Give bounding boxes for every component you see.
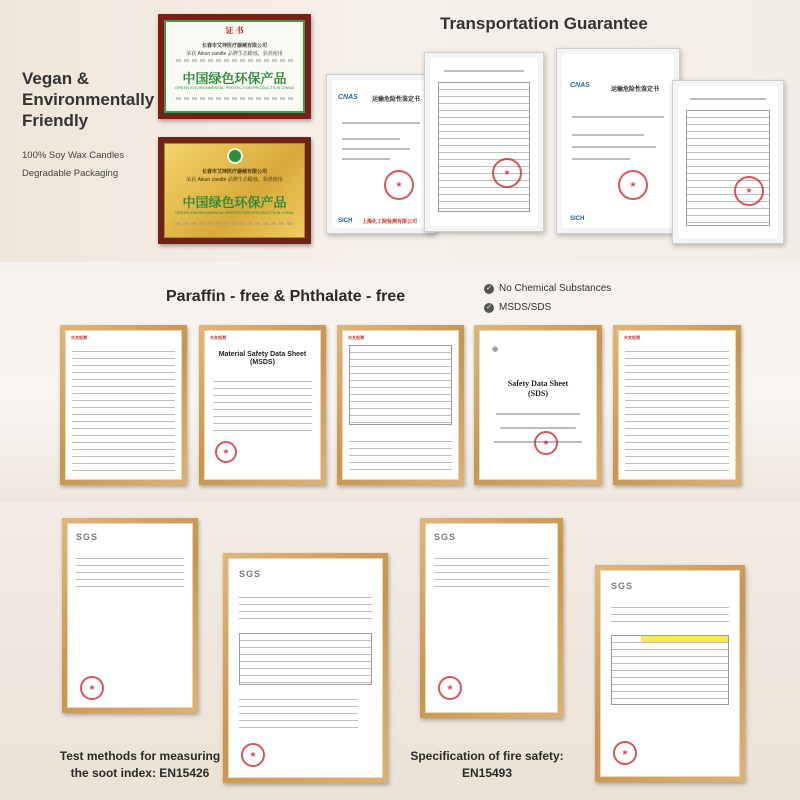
cnas-logo: CNAS — [338, 94, 358, 101]
msds-document-5 — [613, 325, 741, 485]
transport-report-2 — [424, 52, 544, 232]
green-logo-icon — [227, 148, 243, 164]
msds-document-1 — [60, 325, 187, 485]
lab-header: 央友检测 — [624, 335, 640, 340]
transport-title: Transportation Guarantee — [440, 14, 648, 33]
document-text — [434, 552, 549, 592]
sgs-report-back-left — [62, 518, 198, 713]
certificate-en-title: GREEN ENVIRONMENTAL PROTECTION PRODUCTS IN CHINA — [175, 210, 294, 215]
certificate-company: 长春市艾坤医疗器械有限公司 — [201, 169, 267, 175]
vegan-title: Vegan & Environmentally Friendly — [22, 69, 155, 130]
sgs-report-back-right — [420, 518, 563, 718]
sds-title: Safety Data Sheet (SDS) — [507, 379, 569, 398]
check-label: MSDS/SDS — [499, 302, 552, 313]
paraffin-free-title: Paraffin - free & Phthalate - free — [166, 288, 406, 305]
check-label: No Chemical Substances — [499, 283, 612, 294]
check-icon: ✓ — [484, 303, 494, 313]
sgs-logo: SGS — [239, 569, 262, 579]
transport-report-1 — [326, 74, 436, 234]
sgs-logo: SGS — [76, 532, 99, 542]
certificate-cn-title: 中国绿色环保产品 — [182, 71, 287, 86]
caption-soot-index: Test methods for measuring the soot index: EN15426 — [59, 749, 221, 780]
cnas-logo: CNAS — [570, 82, 590, 89]
certificate-line: 荣获 Aikun candle 品牌生态蜡烛，获准使用 — [186, 51, 283, 57]
sds-document — [474, 325, 602, 485]
cns-logo-icon: ◉ — [492, 346, 500, 353]
red-stamp-icon — [492, 158, 522, 188]
sich-logo: SICH — [570, 216, 585, 222]
red-stamp-icon — [534, 431, 558, 455]
check-msds — [484, 302, 551, 313]
green-product-certificate-gold — [158, 137, 311, 244]
sgs-report-front-left — [223, 553, 388, 783]
document-text — [72, 345, 175, 473]
document-text — [239, 591, 372, 621]
red-stamp-icon — [618, 170, 648, 200]
check-icon: ✓ — [484, 284, 494, 294]
lab-header: 央友检测 — [210, 335, 226, 340]
certificate-line: 荣获 Aikun candle 品牌生态蜡烛，获准使用 — [186, 177, 283, 183]
certificate-footer-lines — [176, 97, 293, 100]
transport-report-3 — [556, 48, 680, 234]
red-stamp-icon — [438, 676, 462, 700]
caption-fire-safety: Specification of fire safety: EN15493 — [410, 749, 564, 780]
document-table — [349, 345, 452, 425]
red-stamp-icon — [80, 676, 104, 700]
bullet-soy-wax: 100% Soy Wax Candles — [22, 150, 125, 161]
sgs-report-front-right — [595, 565, 745, 782]
document-text — [76, 552, 184, 592]
lab-header: 央友检测 — [348, 335, 364, 340]
report-title: 运输危险性鉴定书 — [371, 97, 420, 103]
certificate-footer-lines — [175, 222, 294, 225]
document-text — [349, 435, 452, 471]
sgs-logo: SGS — [611, 581, 634, 591]
red-stamp-icon — [241, 743, 265, 767]
msds-document-2 — [199, 325, 326, 485]
lab-name: 上海化工院检测有限公司 — [362, 219, 418, 225]
red-stamp-icon — [613, 741, 637, 765]
document-text — [213, 375, 312, 435]
document-text — [239, 693, 358, 733]
document-text — [611, 601, 729, 627]
transport-report-4 — [672, 80, 784, 244]
msds-title: Material Safety Data Sheet (MSDS) — [218, 351, 307, 366]
certificate-en-title: GREEN ENVIRONMENTAL PROTECTION PRODUCTS IN CHINA — [175, 85, 294, 90]
test-table — [239, 633, 372, 685]
report-title: 运输危险性鉴定书 — [610, 87, 659, 93]
lab-header: 央友检测 — [71, 335, 87, 340]
test-table — [611, 635, 729, 705]
certificate-badge: 证 书 — [225, 26, 244, 35]
green-product-certificate-white — [158, 14, 311, 119]
check-no-chemical — [484, 283, 611, 294]
red-stamp-icon — [384, 170, 414, 200]
certificate-text-lines — [176, 59, 293, 62]
msds-document-3 — [337, 325, 464, 485]
sgs-logo: SGS — [434, 532, 457, 542]
red-stamp-icon — [215, 441, 237, 463]
red-stamp-icon — [734, 176, 764, 206]
report-table — [438, 82, 530, 212]
certificate-company: 长春市艾坤医疗器械有限公司 — [201, 43, 267, 49]
certificate-cn-title: 中国绿色环保产品 — [182, 195, 287, 210]
document-text — [625, 345, 729, 473]
sich-logo: SICH — [338, 218, 353, 224]
bullet-packaging: Degradable Packaging — [22, 168, 119, 179]
report-table — [686, 110, 770, 226]
